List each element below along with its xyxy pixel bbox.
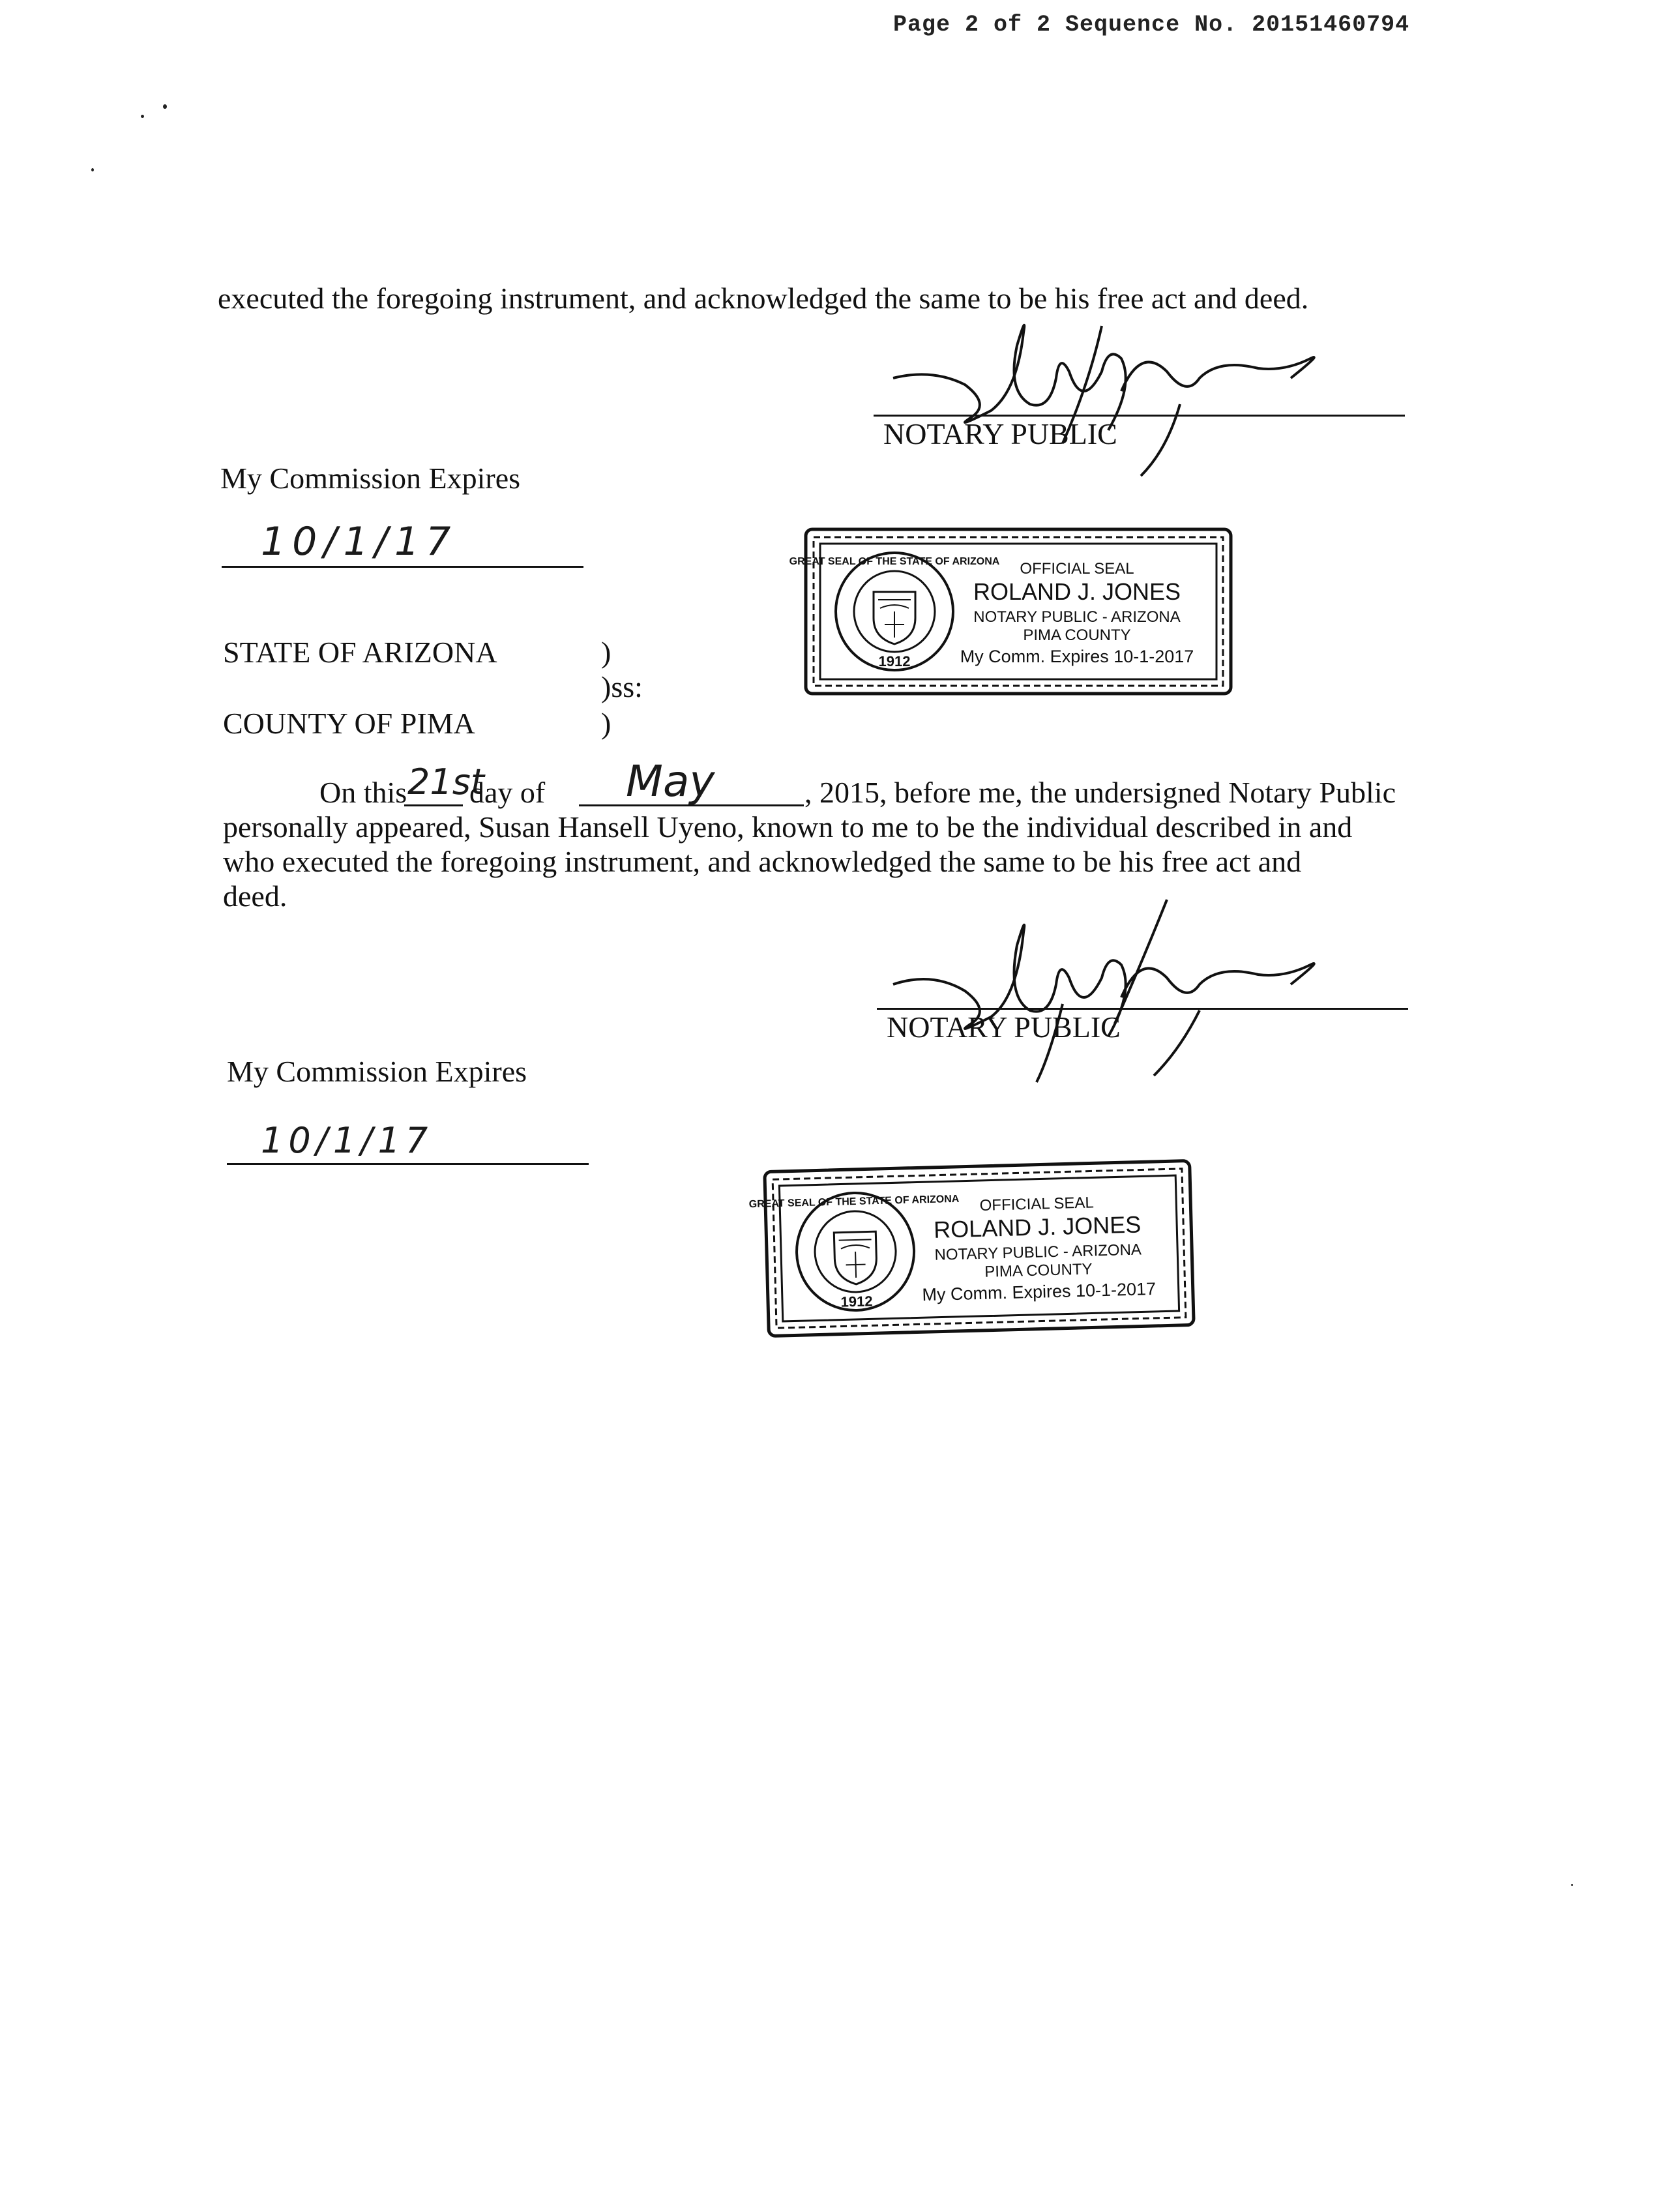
notary-signature-top bbox=[893, 306, 1545, 502]
notary-public-label-bottom: NOTARY PUBLIC bbox=[887, 1010, 1121, 1044]
seal-county: PIMA COUNTY bbox=[984, 1260, 1093, 1281]
commission-expires-label-bottom: My Commission Expires bbox=[227, 1055, 527, 1088]
venue-paren-2: ) bbox=[601, 707, 612, 740]
signature-line-top bbox=[874, 415, 1405, 417]
notary-public-label-top: NOTARY PUBLIC bbox=[883, 417, 1117, 450]
year-text: , 2015, before me, the undersigned Notary Public bbox=[804, 776, 1396, 809]
seal-ring-text: GREAT SEAL OF THE STATE OF ARIZONA bbox=[789, 556, 1000, 567]
acknowledgment-line-2: personally appeared, Susan Hansell Uyeno, known to me to be the individual described in and bbox=[223, 810, 1353, 844]
official-notary-seal-bottom bbox=[748, 1154, 1197, 1342]
seal-name: ROLAND J. JONES bbox=[973, 578, 1181, 605]
county-label: COUNTY OF PIMA bbox=[223, 707, 475, 740]
day-handwritten: 21st bbox=[407, 761, 485, 802]
venue-paren-1: ) bbox=[601, 636, 612, 669]
signature-line-bottom bbox=[877, 1008, 1408, 1010]
seal-title: NOTARY PUBLIC - ARIZONA bbox=[934, 1241, 1142, 1264]
day-line bbox=[404, 804, 463, 806]
day-of-label: day of bbox=[469, 776, 546, 809]
executed-statement-top: executed the foregoing instrument, and acknowledged the same to be his free act and deed. bbox=[218, 282, 1309, 315]
commission-date-handwritten-top: 10/1/17 bbox=[261, 519, 458, 565]
page-sequence-header: Page 2 of 2 Sequence No. 20151460794 bbox=[893, 12, 1410, 38]
scan-speck bbox=[91, 168, 94, 171]
seal-expires: My Comm. Expires 10-1-2017 bbox=[922, 1278, 1157, 1305]
official-notary-seal-top bbox=[789, 527, 1233, 696]
notary-signature-bottom bbox=[893, 887, 1545, 1095]
scan-speck bbox=[1571, 1884, 1573, 1886]
seal-year: 1912 bbox=[878, 653, 911, 669]
commission-date-line-top bbox=[222, 566, 583, 568]
commission-date-line-bottom bbox=[227, 1163, 589, 1165]
scan-speck bbox=[141, 115, 144, 118]
state-label: STATE OF ARIZONA bbox=[223, 636, 497, 669]
seal-county: PIMA COUNTY bbox=[1023, 626, 1131, 644]
seal-ring-text: GREAT SEAL OF THE STATE OF ARIZONA bbox=[748, 1193, 960, 1211]
seal-official: OFFICIAL SEAL bbox=[979, 1194, 1095, 1214]
month-handwritten: May bbox=[626, 756, 715, 806]
seal-expires: My Comm. Expires 10-1-2017 bbox=[960, 647, 1194, 666]
commission-expires-label-top: My Commission Expires bbox=[220, 462, 521, 495]
on-this-label: On this bbox=[319, 776, 407, 809]
seal-name: ROLAND J. JONES bbox=[933, 1211, 1142, 1243]
acknowledgment-line-4: deed. bbox=[223, 879, 287, 913]
seal-official: OFFICIAL SEAL bbox=[1020, 560, 1134, 578]
scan-speck bbox=[163, 104, 167, 109]
seal-title: NOTARY PUBLIC - ARIZONA bbox=[973, 608, 1181, 626]
venue-ss: )ss: bbox=[601, 670, 643, 703]
month-line bbox=[579, 804, 804, 806]
seal-year: 1912 bbox=[840, 1293, 873, 1310]
acknowledgment-line-3: who executed the foregoing instrument, and acknowledged the same to be his free act and bbox=[223, 845, 1302, 878]
commission-date-handwritten-bottom: 10/1/17 bbox=[261, 1120, 434, 1161]
